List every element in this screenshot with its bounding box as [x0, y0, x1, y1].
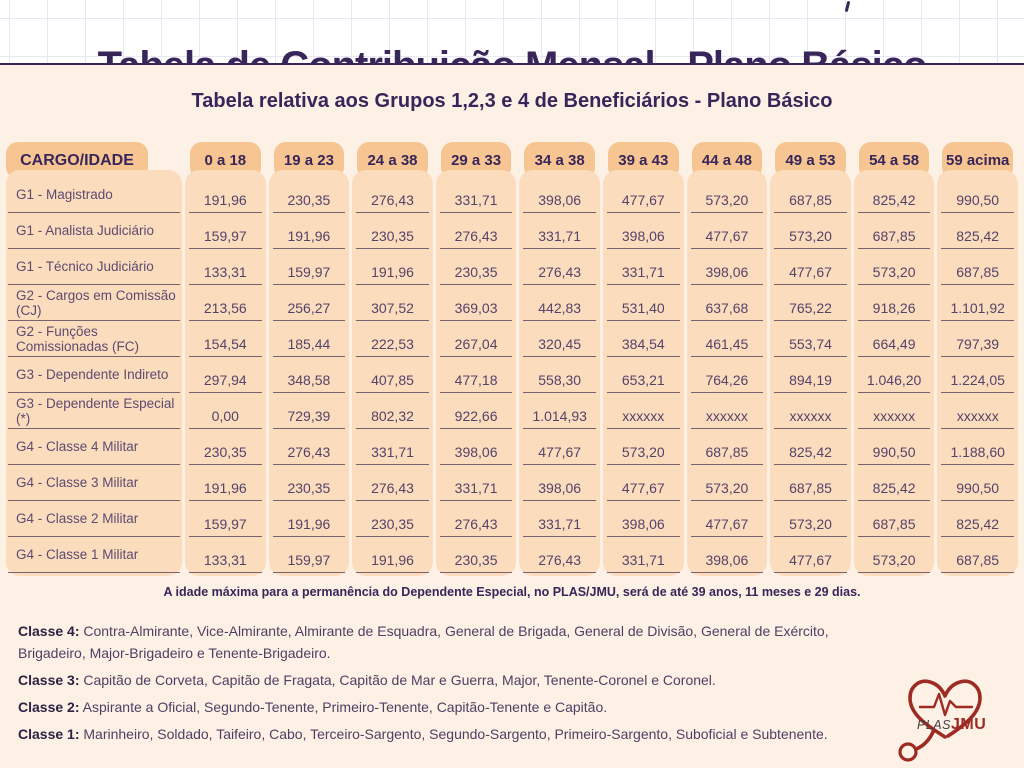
- value-cell: 729,39: [273, 393, 346, 429]
- value-cell: 191,96: [356, 537, 429, 573]
- age-header: 39 a 43: [608, 142, 679, 179]
- age-column-9-body: [854, 170, 935, 576]
- value-cell: 461,45: [691, 321, 764, 357]
- value-cell: 230,35: [273, 177, 346, 213]
- value-cell: 398,06: [440, 429, 513, 465]
- age-column-10-body: [937, 170, 1018, 576]
- row-label-cell: G4 - Classe 1 Militar: [8, 537, 180, 573]
- value-cell: 825,42: [858, 465, 931, 501]
- class-3-label: Classe 3:: [18, 672, 80, 688]
- class-4-label: Classe 4:: [18, 623, 80, 639]
- value-cell: 687,85: [774, 465, 847, 501]
- class-4-definition: [18, 620, 878, 664]
- value-cell: 398,06: [523, 177, 596, 213]
- value-cell: 687,85: [691, 429, 764, 465]
- value-cell: 797,39: [941, 321, 1014, 357]
- value-cell: 1.188,60: [941, 429, 1014, 465]
- value-cell: 687,85: [941, 537, 1014, 573]
- age-header: 24 a 38: [357, 142, 428, 179]
- value-cell: 159,97: [189, 213, 262, 249]
- age-header: 34 a 38: [524, 142, 595, 179]
- value-cell: 307,52: [356, 285, 429, 321]
- value-cell: 369,03: [440, 285, 513, 321]
- value-cell: 133,31: [189, 537, 262, 573]
- value-cell: 477,67: [523, 429, 596, 465]
- contribution-table: [6, 142, 1018, 576]
- age-header: 0 a 18: [190, 142, 261, 179]
- age-column-1: [185, 142, 266, 576]
- class-1-text: Marinheiro, Soldado, Taifeiro, Cabo, Terceiro-Sargento, Segundo-Sargento, Primeiro-Sargento, Suboficial e Subtenente.: [83, 726, 828, 742]
- value-cell: 230,35: [440, 537, 513, 573]
- corner-header: CARGO/IDADE: [6, 142, 148, 179]
- value-cell: 133,31: [189, 249, 262, 285]
- value-cell: 407,85: [356, 357, 429, 393]
- value-cell: 477,67: [774, 249, 847, 285]
- value-cell: 159,97: [273, 249, 346, 285]
- value-cell: 276,43: [440, 501, 513, 537]
- value-cell: 191,96: [189, 177, 262, 213]
- value-cell: 1.014,93: [523, 393, 596, 429]
- age-column-8-body: [770, 170, 851, 576]
- age-column-10: [937, 142, 1018, 576]
- class-2-text: Aspirante a Oficial, Segundo-Tenente, Primeiro-Tenente, Capitão-Tenente e Capitão.: [82, 699, 608, 715]
- value-cell: 894,19: [774, 357, 847, 393]
- value-cell: 990,50: [941, 465, 1014, 501]
- value-cell: 159,97: [189, 501, 262, 537]
- value-cell: xxxxxx: [774, 393, 847, 429]
- age-column-5: [519, 142, 600, 576]
- value-cell: 222,53: [356, 321, 429, 357]
- age-header: 44 a 48: [692, 142, 763, 179]
- value-cell: 573,20: [691, 465, 764, 501]
- value-cell: 398,06: [691, 537, 764, 573]
- value-cell: 918,26: [858, 285, 931, 321]
- value-cell: 531,40: [607, 285, 680, 321]
- value-cell: 191,96: [273, 501, 346, 537]
- value-cell: 477,67: [607, 465, 680, 501]
- age-header: 19 a 23: [274, 142, 345, 179]
- value-cell: 687,85: [858, 501, 931, 537]
- value-cell: 154,54: [189, 321, 262, 357]
- value-cell: 802,32: [356, 393, 429, 429]
- logo-plas-text: PLAS: [917, 718, 951, 732]
- value-cell: 384,54: [607, 321, 680, 357]
- value-cell: 276,43: [273, 429, 346, 465]
- value-cell: 922,66: [440, 393, 513, 429]
- row-label-cell: G4 - Classe 3 Militar: [8, 465, 180, 501]
- age-column-7-body: [687, 170, 768, 576]
- class-3-definition: [18, 669, 878, 691]
- value-cell: 825,42: [858, 177, 931, 213]
- value-cell: 331,71: [523, 501, 596, 537]
- value-cell: 331,71: [607, 249, 680, 285]
- age-column-8: [770, 142, 851, 576]
- value-cell: 573,20: [691, 177, 764, 213]
- value-cell: 331,71: [523, 213, 596, 249]
- age-column-9: [854, 142, 935, 576]
- logo-wordmark: [917, 716, 986, 734]
- value-cell: 331,71: [607, 537, 680, 573]
- value-cell: 637,68: [691, 285, 764, 321]
- age-column-7: [687, 142, 768, 576]
- value-cell: 0,00: [189, 393, 262, 429]
- age-column-6: [603, 142, 684, 576]
- value-cell: 477,67: [691, 501, 764, 537]
- value-cell: 573,20: [774, 501, 847, 537]
- value-cell: 230,35: [189, 429, 262, 465]
- value-cell: 331,71: [356, 429, 429, 465]
- value-cell: 553,74: [774, 321, 847, 357]
- value-cell: 825,42: [941, 213, 1014, 249]
- value-cell: 1.101,92: [941, 285, 1014, 321]
- max-age-note: A idade máxima para a permanência do Dependente Especial, no PLAS/JMU, será de até 39 anos, 11 meses e 29 dias.: [163, 585, 861, 599]
- age-column-2-body: [269, 170, 350, 576]
- value-cell: 191,96: [356, 249, 429, 285]
- class-1-label: Classe 1:: [18, 726, 80, 742]
- class-1-definition: [18, 723, 878, 745]
- value-cell: 191,96: [273, 213, 346, 249]
- value-cell: 687,85: [774, 177, 847, 213]
- value-cell: 573,20: [774, 213, 847, 249]
- value-cell: 765,22: [774, 285, 847, 321]
- value-cell: 398,06: [691, 249, 764, 285]
- row-label-cell: G1 - Técnico Judiciário: [8, 249, 180, 285]
- value-cell: 348,58: [273, 357, 346, 393]
- value-cell: 276,43: [440, 213, 513, 249]
- value-cell: 653,21: [607, 357, 680, 393]
- value-cell: 331,71: [440, 465, 513, 501]
- value-cell: 687,85: [941, 249, 1014, 285]
- value-cell: 256,27: [273, 285, 346, 321]
- value-cell: 267,04: [440, 321, 513, 357]
- age-column-6-body: [603, 170, 684, 576]
- value-cell: 398,06: [607, 213, 680, 249]
- value-cell: 276,43: [523, 537, 596, 573]
- value-cell: 276,43: [356, 465, 429, 501]
- cargo-column-body: [6, 170, 182, 576]
- class-3-text: Capitão de Corveta, Capitão de Fragata, Capitão de Mar e Guerra, Major, Tenente-Coronel e Coronel.: [83, 672, 716, 688]
- value-cell: 573,20: [858, 537, 931, 573]
- class-2-label: Classe 2:: [18, 699, 80, 715]
- row-label-cell: G4 - Classe 2 Militar: [8, 501, 180, 537]
- value-cell: 573,20: [607, 429, 680, 465]
- age-column-2: [269, 142, 350, 576]
- value-cell: 687,85: [858, 213, 931, 249]
- value-cell: 825,42: [774, 429, 847, 465]
- value-cell: 990,50: [858, 429, 931, 465]
- age-column-3: [352, 142, 433, 576]
- table-subtitle: Tabela relativa aos Grupos 1,2,3 e 4 de Beneficiários - Plano Básico: [191, 90, 833, 112]
- value-cell: 442,83: [523, 285, 596, 321]
- class-2-definition: [18, 696, 878, 718]
- row-label-cell: G3 - Dependente Indireto: [8, 357, 180, 393]
- value-cell: 477,67: [691, 213, 764, 249]
- age-header: 29 a 33: [441, 142, 512, 179]
- value-cell: 477,67: [607, 177, 680, 213]
- row-label-cell: G4 - Classe 4 Militar: [8, 429, 180, 465]
- age-column-5-body: [519, 170, 600, 576]
- value-cell: xxxxxx: [941, 393, 1014, 429]
- value-cell: 297,94: [189, 357, 262, 393]
- value-cell: 1.046,20: [858, 357, 931, 393]
- value-cell: 477,67: [774, 537, 847, 573]
- age-header: 54 a 58: [859, 142, 930, 179]
- row-label-cell: G1 - Magistrado: [8, 177, 180, 213]
- value-cell: 276,43: [523, 249, 596, 285]
- value-cell: 398,06: [523, 465, 596, 501]
- value-cell: 825,42: [941, 501, 1014, 537]
- value-cell: 331,71: [440, 177, 513, 213]
- value-cell: xxxxxx: [607, 393, 680, 429]
- age-column-3-body: [352, 170, 433, 576]
- value-cell: 230,35: [356, 213, 429, 249]
- value-cell: 159,97: [273, 537, 346, 573]
- row-label-cell: G3 - Dependente Especial (*): [8, 393, 180, 429]
- age-column-4: [436, 142, 517, 576]
- value-cell: 1.224,05: [941, 357, 1014, 393]
- value-cell: 230,35: [273, 465, 346, 501]
- row-label-cell: G2 - Cargos em Comissão (CJ): [8, 285, 180, 321]
- value-cell: 764,26: [691, 357, 764, 393]
- value-cell: 398,06: [607, 501, 680, 537]
- plasjmu-logo: [882, 670, 1010, 764]
- age-column-4-body: [436, 170, 517, 576]
- class-4-text: Contra-Almirante, Vice-Almirante, Almirante de Esquadra, General de Brigada, General de Divisão, General de Exército, Brigadeiro, Major-Brigadeiro e Tenente-Brigadeiro.: [18, 623, 829, 661]
- cargo-column: [6, 142, 182, 576]
- row-label-cell: G1 - Analista Judiciário: [8, 213, 180, 249]
- age-column-1-body: [185, 170, 266, 576]
- value-cell: 191,96: [189, 465, 262, 501]
- value-cell: 573,20: [858, 249, 931, 285]
- age-header: 59 acima: [942, 142, 1013, 179]
- value-cell: 664,49: [858, 321, 931, 357]
- value-cell: 213,56: [189, 285, 262, 321]
- row-label-cell: G2 - Funções Comissionadas (FC): [8, 321, 180, 357]
- value-cell: 230,35: [440, 249, 513, 285]
- value-cell: xxxxxx: [858, 393, 931, 429]
- value-cell: 990,50: [941, 177, 1014, 213]
- value-cell: 320,45: [523, 321, 596, 357]
- value-cell: 558,30: [523, 357, 596, 393]
- age-header: 49 a 53: [775, 142, 846, 179]
- value-cell: xxxxxx: [691, 393, 764, 429]
- value-cell: 477,18: [440, 357, 513, 393]
- value-cell: 185,44: [273, 321, 346, 357]
- value-cell: 230,35: [356, 501, 429, 537]
- class-definitions: [18, 620, 878, 750]
- logo-jmu-text: JMU: [950, 716, 987, 733]
- value-cell: 276,43: [356, 177, 429, 213]
